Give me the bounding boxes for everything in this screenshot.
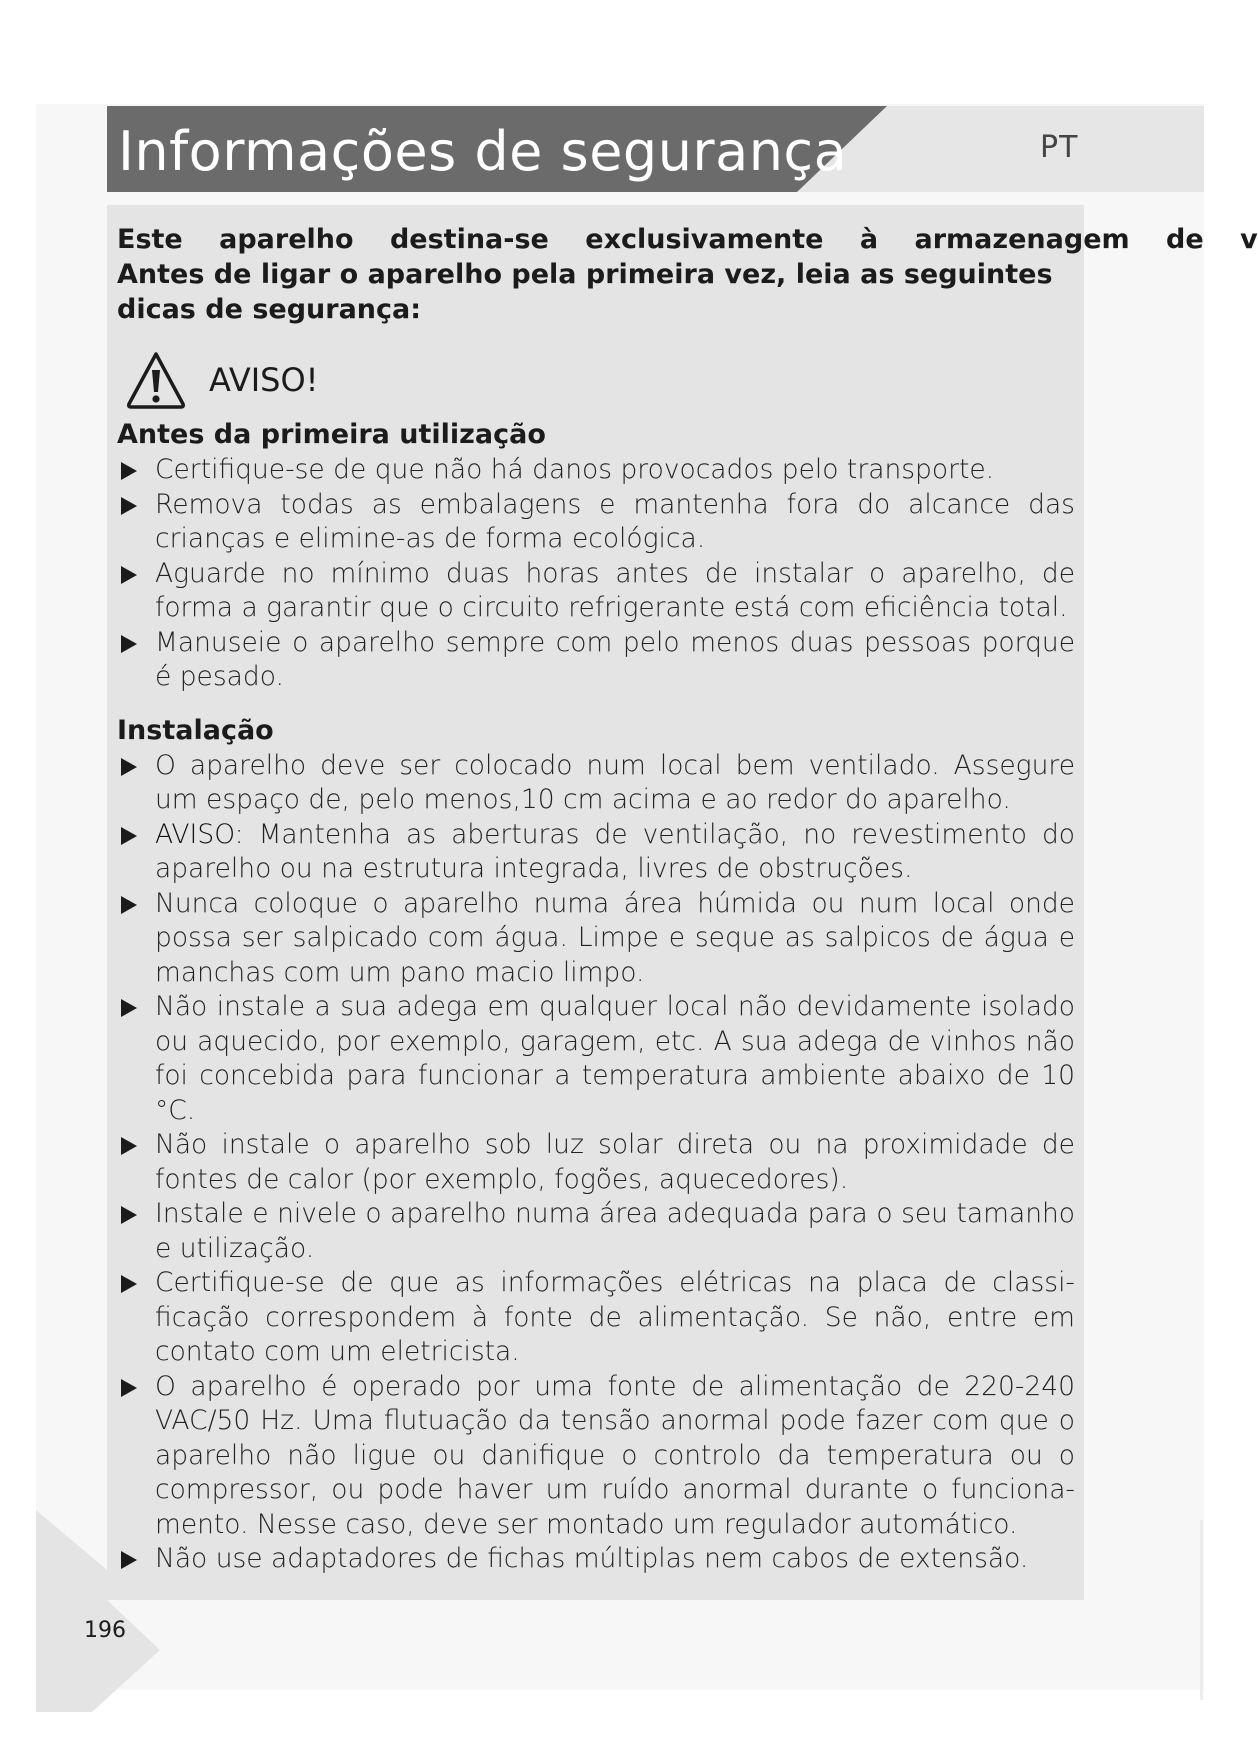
list-item: Não instale o aparelho sob luz solar direta ou na proximidade de fontes de calor (por exemplo, fogões, aquecedores). [117, 1128, 1075, 1197]
bullet-arrow-icon [121, 566, 137, 584]
bullet-arrow-icon [121, 1551, 137, 1569]
bullet-arrow-icon [121, 497, 137, 515]
bullet-arrow-icon [121, 1137, 137, 1155]
bullet-arrow-icon [121, 1379, 137, 1397]
list-item: Certifique-se de que as informações elétricas na placa de classi-ficação correspondem à fonte de alimentação. Se não, entre em contato com um eletricista. [117, 1266, 1075, 1370]
bullet-arrow-icon [121, 758, 137, 776]
bullet-arrow-icon [121, 896, 137, 914]
warning-label: AVISO! [209, 361, 319, 399]
list-item: AVISO: Mantenha as aberturas de ventilação, no revestimento do aparelho ou na estrutura integrada, livres de obstruções. [117, 818, 1075, 887]
list-item: Nunca coloque o aparelho numa área húmida ou num local onde possa ser salpicado com água. Limpe e seque as salpicos de água e manchas com um pano macio limpo. [117, 887, 1075, 991]
warning-row [117, 345, 1075, 415]
language-code: PT [1040, 130, 1079, 165]
first-use-list [117, 453, 1075, 695]
list-item: Aguarde no mínimo duas horas antes de instalar o aparelho, de forma a garantir que o circuito refrigerante está com eficiência total. [117, 557, 1075, 626]
bullet-arrow-icon [121, 1206, 137, 1224]
bullet-arrow-icon [121, 635, 137, 653]
aviso-prefix: AVISO: [155, 818, 244, 850]
list-item: Manuseie o aparelho sempre com pelo menos duas pessoas porque é pesado. [117, 626, 1075, 695]
page-number: 196 [84, 1618, 126, 1643]
list-item: Certifique-se de que não há danos provocados pelo transporte. [117, 453, 1075, 488]
bullet-arrow-icon [121, 827, 137, 845]
section-heading-first-use: Antes da primeira utilização [117, 419, 546, 450]
text-column [117, 222, 1258, 1577]
list-item: Instale e nivele o aparelho numa área adequada para o seu tamanho e utilização. [117, 1197, 1075, 1266]
list-item: Não use adaptadores de fichas múltiplas nem cabos de extensão. [117, 1542, 1075, 1577]
list-item: O aparelho é operado por uma fonte de alimentação de 220-240 VAC/50 Hz. Uma flutuação da tensão anormal pode fazer com que o aparelho não ligue ou danifique o controlo da temperatura ou o compressor, ou pode haver um ruído anormal durante o funciona-mento. Nesse caso, deve ser montado um regulador automático. [117, 1370, 1075, 1543]
list-item: Remova todas as embalagens e mantenha fora do alcance das crianças e elimine-as de forma ecológica. [117, 488, 1075, 557]
warning-triangle-icon [125, 350, 187, 410]
page-title: Informações de segurança [118, 120, 848, 183]
intro-text [117, 222, 1258, 327]
intro-line-1: Este aparelho destina-se exclusivamente à armazenagem de v [117, 224, 1258, 255]
section-heading-installation: Instalação [117, 714, 274, 746]
list-item: Não instale a sua adega em qualquer local não devidamente isolado ou aquecido, por exemplo, garagem, etc. A sua adega de vinhos não foi concebida para funcionar a temperatura ambiente abaixo de 10 °C. [117, 990, 1075, 1128]
bullet-arrow-icon [121, 462, 137, 480]
installation-list [117, 749, 1075, 1577]
list-item: O aparelho deve ser colocado num local bem ventilado. Assegure um espaço de, pelo menos,10 cm acima e ao redor do aparelho. [117, 749, 1075, 818]
intro-line-2: Antes de ligar o aparelho pela primeira vez, leia as seguintes dicas de segurança: [117, 259, 1053, 325]
bullet-arrow-icon [121, 999, 137, 1017]
bullet-arrow-icon [121, 1275, 137, 1293]
